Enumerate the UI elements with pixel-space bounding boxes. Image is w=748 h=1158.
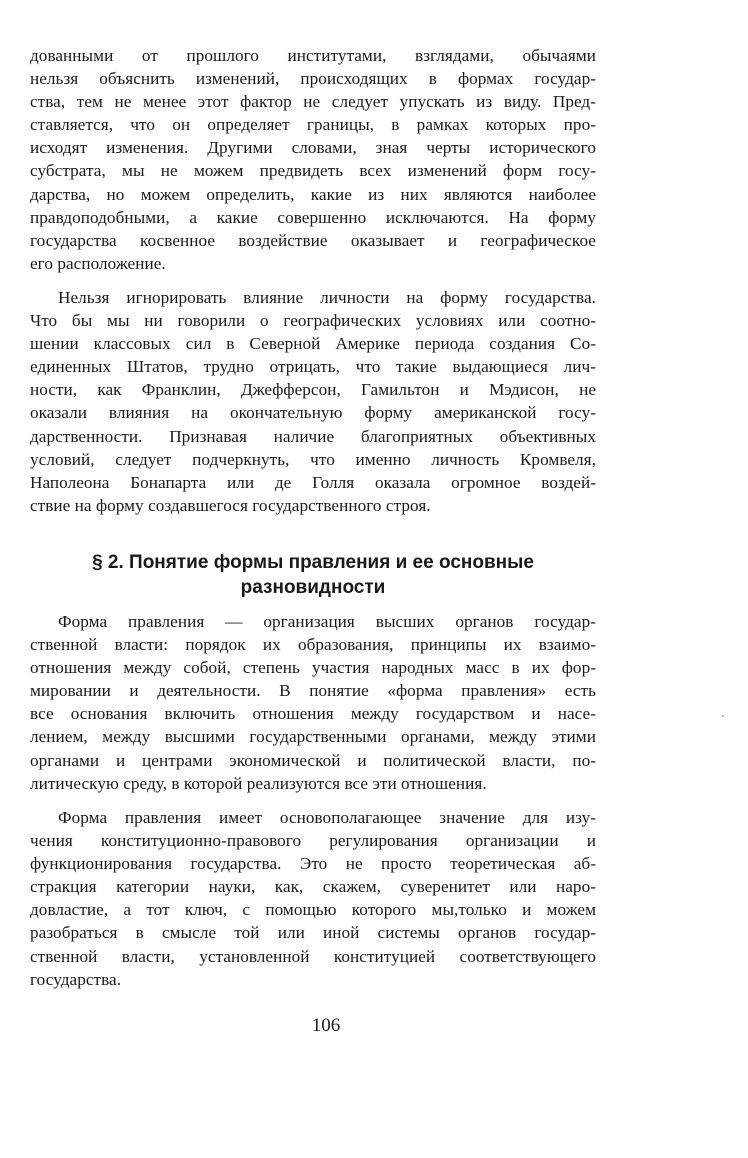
text-line: ственной власти: порядок их образования, принципы их взаимо- [30, 635, 596, 655]
text-line: Форма правления — организация высших органов государ- [58, 612, 596, 631]
paragraph-4 [30, 806, 596, 991]
text-line: ставляется, что он определяет границы, в рамках которых про- [30, 115, 596, 135]
heading-line: разновидности [240, 577, 386, 598]
text-line: ствие на форму создавшегося государственного строя. [30, 495, 431, 515]
text-line: субстрата, мы не можем предвидеть всех изменений форм госу- [30, 161, 596, 181]
text-line: лением, между высшими государственными органами, между этими [30, 727, 596, 747]
page-number: 106 [311, 1015, 341, 1036]
text-line: нельзя объяснить изменений, происходящих в формах государ- [30, 69, 596, 89]
scan-speck [722, 715, 724, 717]
text-line: оказали влияния на окончательную форму американской госу- [30, 403, 596, 423]
text-line: стракция категории науки, как, скажем, суверенитет или наро- [30, 877, 596, 897]
paragraph-3 [30, 610, 596, 795]
text-line: исходят изменения. Другими словами, зная черты исторического [30, 138, 596, 158]
text-line: функционирования государства. Это не просто теоретическая аб- [30, 854, 596, 874]
text-line: правдоподобными, а какие совершенно исключаются. На форму [30, 207, 596, 227]
text-line: отношения между собой, степень участия народных масс в их фор- [30, 658, 596, 678]
text-line: Нельзя игнорировать влияние личности на форму государства. [58, 288, 596, 307]
text-line: мировании и деятельности. В понятие «форма правления» есть [30, 681, 596, 701]
text-line: все основания включить отношения между государством и насе- [30, 704, 596, 724]
section-heading [30, 550, 596, 600]
text-line: ности, как Франклин, Джефферсон, Гамильтон и Мэдисон, не [30, 380, 596, 400]
text-line: Что бы мы ни говорили о географических условиях или соотно- [30, 311, 596, 331]
text-line: органами и центрами экономической и политической власти, по- [30, 750, 596, 770]
text-line: дарства, но можем определить, какие из них являются наиболее [30, 184, 596, 204]
text-line: дарственности. Признавая наличие благоприятных объективных [30, 426, 596, 446]
text-line: единенных Штатов, трудно отрицать, что такие выдающиеся лич- [30, 357, 596, 377]
text-line: ственной власти, установленной конституцией соответствующего [30, 946, 596, 966]
text-line: дованными от прошлого институтами, взглядами, обычаями [30, 46, 596, 65]
text-line: Форма правления имеет основополагающее значение для изу- [58, 808, 596, 827]
text-line: чения конституционно-правового регулирования организации и [30, 831, 596, 851]
text-line: ства, тем не менее этот фактор не следует упускать из виду. Пред- [30, 92, 596, 112]
text-line: разобраться в смысле той или иной системы органов государ- [30, 923, 596, 943]
text-line: литическую среду, в которой реализуются все эти отношения. [30, 773, 487, 793]
text-line: довластие, а тот ключ, с помощью которого мы,только и можем [30, 900, 596, 920]
text-line: государства. [30, 969, 122, 989]
text-line: его расположение. [30, 253, 166, 273]
text-line: условий, следует подчеркнуть, что именно личность Кромвеля, [30, 449, 596, 469]
heading-line: § 2. Понятие формы правления и ее основные [92, 552, 534, 573]
paragraph-1 [30, 44, 596, 275]
text-line: шении классовых сил в Северной Америке периода создания Со- [30, 334, 596, 354]
text-line: Наполеона Бонапарта или де Голля оказала огромное воздей- [30, 472, 596, 492]
paragraph-2 [30, 286, 596, 517]
text-line: государства косвенное воздействие оказывает и географическое [30, 230, 596, 250]
